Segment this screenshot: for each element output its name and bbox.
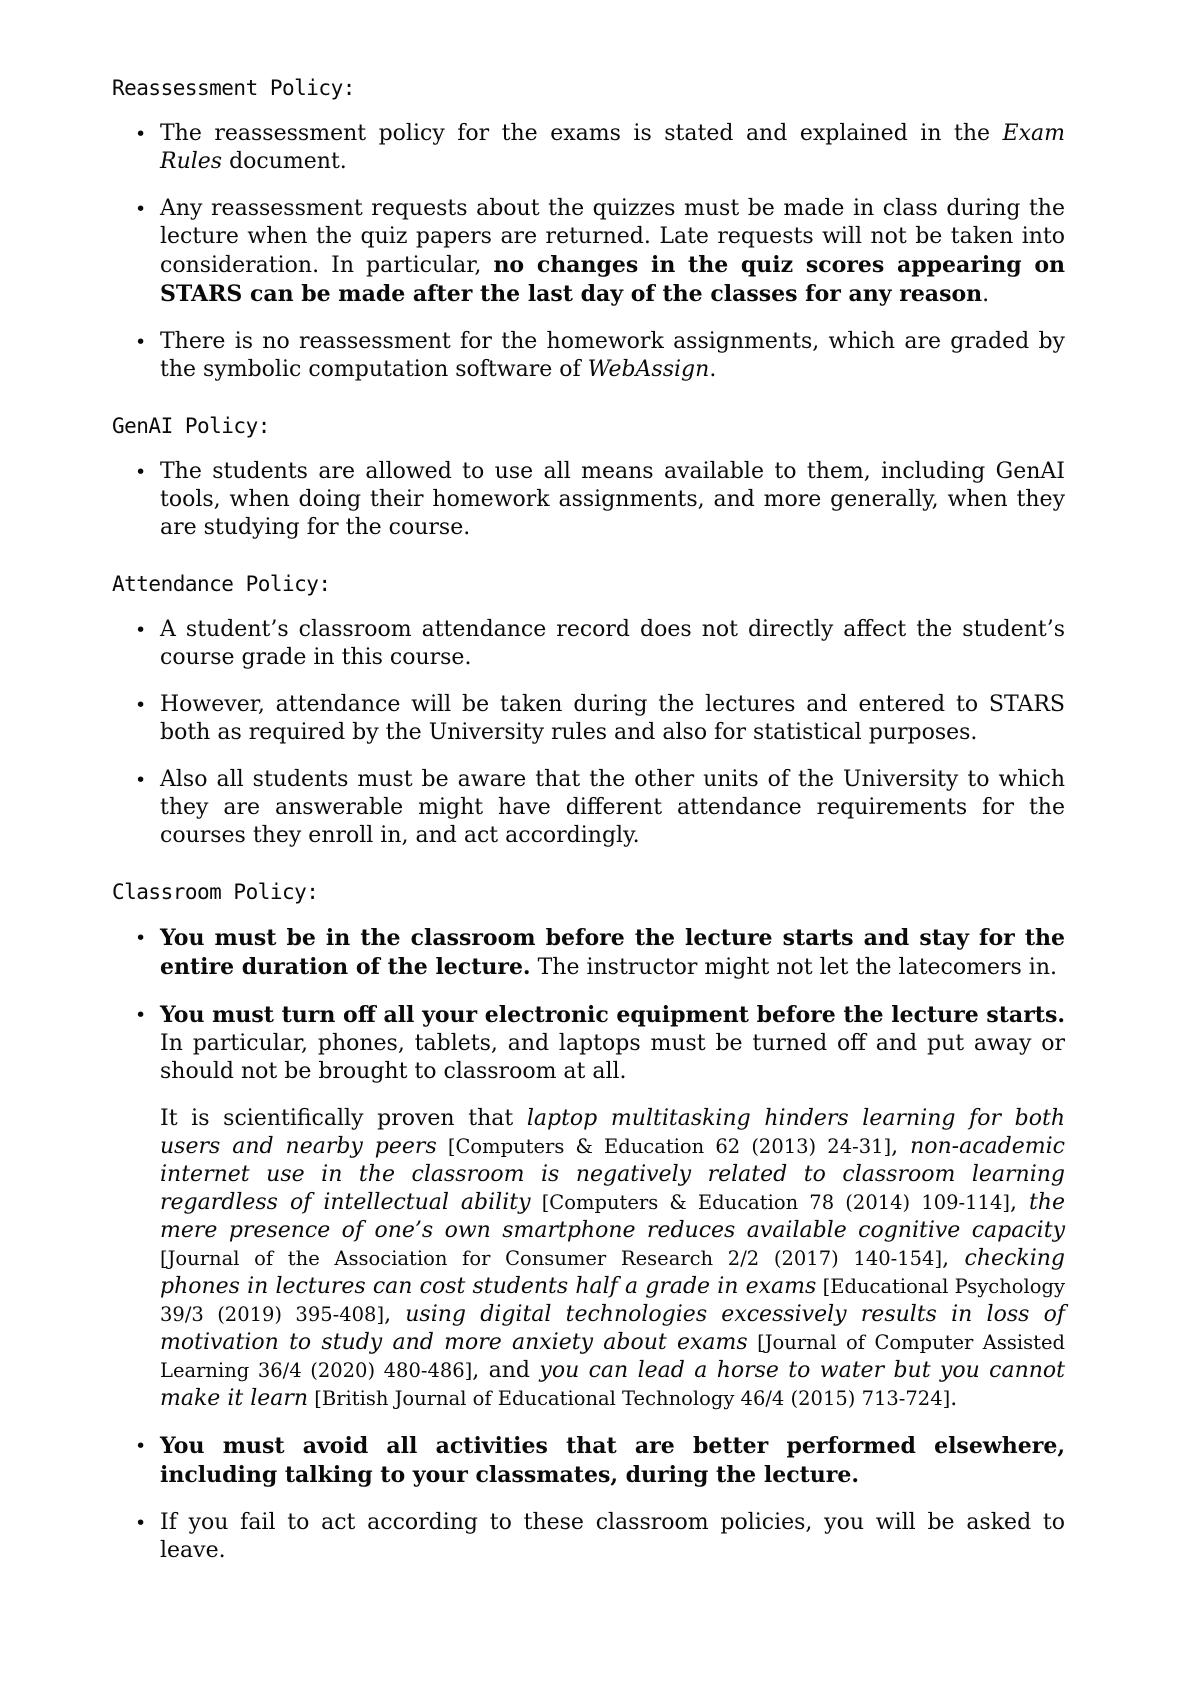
section-genai-policy [112,414,1065,542]
policy-item [135,195,1065,309]
policy-item [135,328,1065,384]
bullet-icon: • [135,198,147,220]
paragraph: The students are allowed to use all means available to them, including GenAI tools, when doing their homework assignments, and more generally, when they are studying for the course. [160,459,1065,540]
policy-item [135,924,1065,982]
paragraph: Any reassessment requests about the quizzes must be made in class during the lecture when the quiz papers are returned. Late requests will not be taken into consideration. In particular, no changes in the quiz scores appearing on STARS can be made after the last day of the classes for any reason. [160,196,1065,307]
paragraph: The reassessment policy for the exams is stated and explained in the Exam Rules document. [160,121,1065,174]
policy-item [135,1001,1065,1413]
policy-item [135,616,1065,672]
bullet-icon: • [135,694,147,716]
bullet-icon: • [135,1004,147,1026]
policy-list-reassessment [112,120,1065,384]
paragraph: You must be in the classroom before the lecture starts and stay for the entire duration of the lecture. The instructor might not let the latecomers in. [160,925,1065,980]
policy-item [135,1432,1065,1490]
policy-list-attendance [112,616,1065,850]
bullet-icon: • [135,927,147,949]
policy-item [135,691,1065,747]
bullet-icon: • [135,331,147,353]
section-reassessment-policy [112,76,1065,384]
policy-item [135,458,1065,542]
paragraph: A student’s classroom attendance record does not directly affect the student’s course grade in this course. [160,617,1065,670]
policy-item [135,766,1065,850]
bullet-icon: • [135,769,147,791]
section-heading-attendance: Attendance Policy: [112,572,331,596]
paragraph: You must avoid all activities that are better performed elsewhere, including talking to your classmates, during the lecture. [160,1433,1065,1488]
bullet-icon: • [135,619,147,641]
bullet-icon: • [135,461,147,483]
section-classroom-policy [112,880,1065,1565]
paragraph-research-citations: It is scientifically proven that laptop multitasking hinders learning for both users and nearby peers [Computers & Education 62 (2013) 24-31], non-academic internet use in the classroom is negatively related to classroom learning regardless of intellectual ability [Computers & Education 78 (2014) 109-114], the mere presence of one’s own smartphone reduces available cognitive capacity [Journal of the Association for Consumer Research 2/2 (2017) 140-154], checking phones in lectures can cost students half a grade in exams [Educational Psychology 39/3 (2019) 395-408], using digital technologies excessively results in loss of motivation to study and more anxiety about exams [Journal of Computer Assisted Learning 36/4 (2020) 480-486], and you can lead a horse to water but you cannot make it learn [British Journal of Educational Technology 46/4 (2015) 713-724]. [160,1106,1065,1411]
paragraph: If you fail to act according to these classroom policies, you will be asked to leave. [160,1510,1065,1563]
policy-list-genai [112,458,1065,542]
policy-item [135,120,1065,176]
section-heading-classroom: Classroom Policy: [112,880,319,904]
paragraph: There is no reassessment for the homework assignments, which are graded by the symbolic computation software of WebAssign. [160,329,1065,382]
bullet-icon: • [135,1512,147,1534]
bullet-icon: • [135,1435,147,1457]
section-heading-reassessment: Reassessment Policy: [112,76,355,100]
policy-list-classroom [112,924,1065,1565]
bullet-icon: • [135,123,147,145]
paragraph: Also all students must be aware that the other units of the University to which they are answerable might have different attendance requirements for the courses they enroll in, and act accordingly. [160,767,1065,848]
section-attendance-policy [112,572,1065,850]
section-heading-genai: GenAI Policy: [112,414,270,438]
paragraph: However, attendance will be taken during the lectures and entered to STARS both as required by the University rules and also for statistical purposes. [160,692,1065,745]
paragraph: You must turn off all your electronic equipment before the lecture starts. In particular, phones, tablets, and laptops must be turned off and put away or should not be brought to classroom at all. [160,1002,1065,1084]
policy-item [135,1509,1065,1565]
